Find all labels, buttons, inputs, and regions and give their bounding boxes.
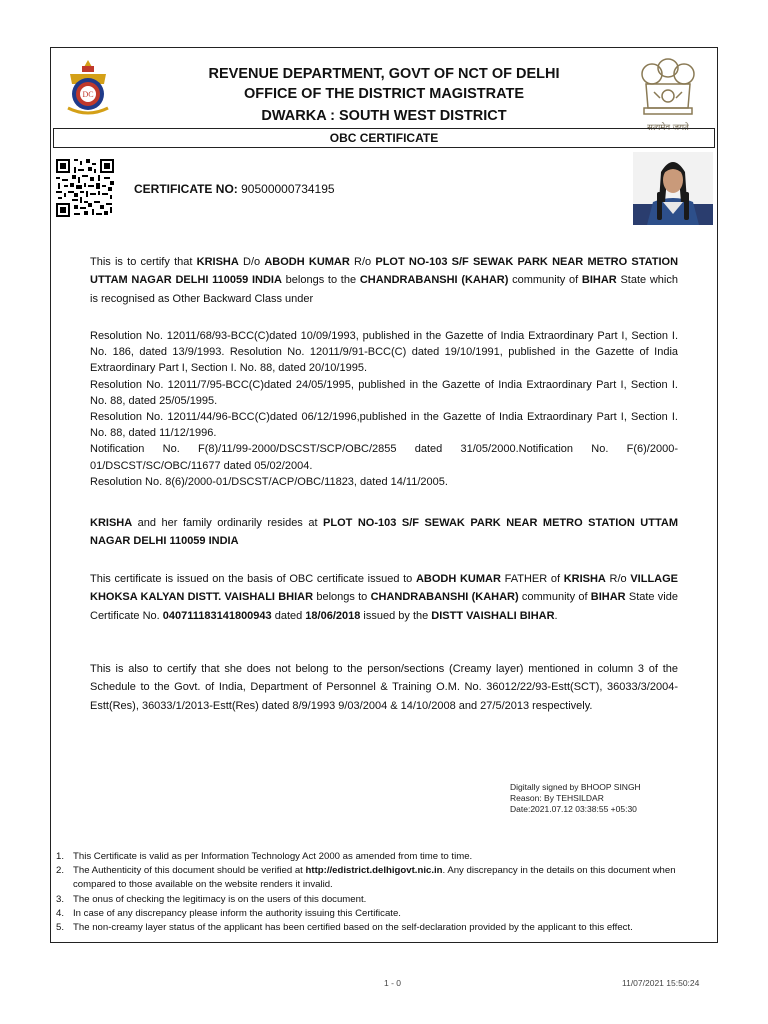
resolutions-paragraph — [90, 328, 678, 490]
resolution-line: Notification No. F(8)/11/99-2000/DSCST/SCP/OBC/2855 dated 31/05/2000.Notification No. F(6)/2000-01/DSCST/SC/OBC/11677 dated 05/02/2004. — [90, 443, 678, 472]
print-timestamp: 11/07/2021 15:50:24 — [622, 978, 700, 988]
creamy-layer-paragraph: This is also to certify that she does not belong to the person/sections (Creamy layer) mentioned in column 3 of the Schedule to the Govt. of India, Department of Personnel & Training O.M. No. 36012/22/93-Estt(SCT), 36033/3/2004-Estt(Res), 36033/1/2013-Estt(Res) dated 8/9/1993 9/03/2004 & 14/10/2008 and 27/5/2013 respectively. — [90, 663, 678, 712]
signature-date: Date:2021.07.12 03:38:55 +05:30 — [510, 804, 637, 814]
digital-signature — [510, 782, 641, 815]
note-item: 1. This Certificate is valid as per Information Technology Act 2000 as amended from time to time. — [56, 851, 473, 862]
signature-signer: Digitally signed by BHOOP SINGH — [510, 782, 641, 792]
certificate-number-row — [134, 182, 335, 196]
emblem-caption: सत्यमेव जयते — [647, 123, 689, 133]
residence-paragraph: KRISHA and her family ordinarily resides at PLOT NO-103 S/F SEWAK PARK NEAR METRO STATION UTTAM NAGAR DELHI 110059 INDIA — [90, 517, 678, 548]
basis-paragraph: This certificate is issued on the basis of OBC certificate issued to ABODH KUMAR FATHER of KRISHA R/o VILLAGE KHOKSA KALYAN DISTT. VAISHALI BHIAR belongs to CHANDRABANSHI (KAHAR) community of BIHAR State vide Certificate No. 040711183141800943 dated 18/06/2018 issued by the DISTT VAISHALI BIHAR. — [90, 573, 679, 622]
notes-list — [56, 850, 716, 935]
resolution-line: Resolution No. 12011/44/96-BCC(C)dated 06/12/1996,published in the Gazette of India Extraordinary Part I, Section I. No. 88, dated 11/12/1996. — [90, 411, 678, 440]
qr-code — [55, 159, 115, 217]
svg-text:DC: DC — [82, 90, 94, 99]
note-item: 3. The onus of checking the legitimacy is on the users of this document. — [56, 893, 367, 905]
certificate-number: 90500000734195 — [241, 182, 335, 196]
signature-reason: Reason: By TEHSILDAR — [510, 793, 604, 803]
page-number: 1 - 0 — [384, 978, 402, 988]
header-line-1: REVENUE DEPARTMENT, GOVT OF NCT OF DELHI — [208, 66, 560, 82]
applicant-photo — [633, 152, 713, 225]
verification-link[interactable]: http://edistrict.delhigovt.nic.in — [305, 865, 443, 877]
certify-paragraph: This is to certify that KRISHA D/o ABODH KUMAR R/o PLOT NO-103 S/F SEWAK PARK NEAR METRO STATION UTTAM NAGAR DELHI 110059 INDIA belongs to the CHANDRABANSHI (KAHAR) community of BIHAR State which is recognised as Other Backward Class under — [90, 256, 679, 305]
resolution-line: Resolution No. 12011/7/95-BCC(C)dated 24/05/1995, published in the Gazette of India Extraordinary Part I, Section I. No. 88, dated 25/05/1995. — [90, 378, 678, 407]
certificate-title: OBC CERTIFICATE — [53, 128, 715, 148]
note-item: 5. The non-creamy layer status of the applicant has been certified based on the self-declaration provided by the applicant to this effect. — [56, 922, 633, 934]
note-item: 2. The Authenticity of this document should be verified at http://edistrict.delhigovt.nic.in. Any discrepancy in the details on this document when compared to those available on the website renders it invalid. — [56, 865, 676, 891]
note-item: 4. In case of any discrepancy please inform the authority issuing this Certificate. — [56, 907, 401, 919]
header-line-3: DWARKA : SOUTH WEST DISTRICT — [261, 108, 507, 124]
header-line-2: OFFICE OF THE DISTRICT MAGISTRATE — [243, 86, 525, 102]
resolution-line: Resolution No. 12011/68/93-BCC(C)dated 10/09/1993, published in the Gazette of India Extraordinary Part I, Section I. No. 186, dated 13/9/1993. Resolution No. 12011/9/91-BCC(C) dated 19/10/1991, published in the Gazette of India Extraordinary Part I, Section I. No. 88, dated 20/10/1995. — [90, 330, 678, 375]
resolution-line: Resolution No. 8(6)/2000-01/DSCST/ACP/OBC/11823, dated 14/11/2005. — [90, 475, 448, 488]
certificate-number-label: CERTIFICATE NO: — [134, 182, 238, 196]
